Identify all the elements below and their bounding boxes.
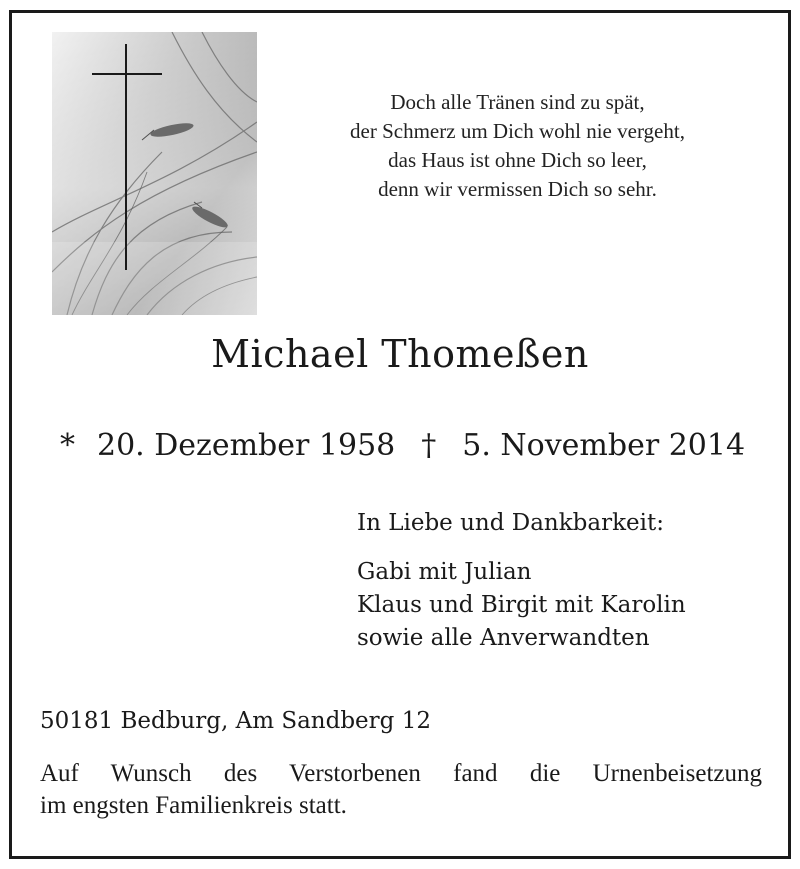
- burial-note: [40, 758, 762, 822]
- birth-date: 20. Dezember 1958: [97, 428, 396, 463]
- mourner-line: sowie alle Anverwandten: [357, 625, 650, 651]
- mourner-line: Gabi mit Julian: [357, 559, 532, 585]
- death-cross-symbol: †: [421, 428, 437, 463]
- mourners-block: [357, 510, 686, 655]
- poem-line: das Haus ist ohne Dich so leer,: [388, 148, 647, 172]
- poem-verse: [280, 88, 755, 204]
- poem-line: der Schmerz um Dich wohl nie vergeht,: [350, 119, 685, 143]
- cross-and-wheat-image: [52, 32, 257, 315]
- poem-line: denn wir vermissen Dich so sehr.: [378, 177, 657, 201]
- mourner-line: Klaus und Birgit mit Karolin: [357, 592, 686, 618]
- life-dates: [60, 428, 760, 463]
- deceased-name: Michael Thomeßen: [211, 332, 589, 376]
- family-address: 50181 Bedburg, Am Sandberg 12: [40, 708, 431, 734]
- poem-line: Doch alle Tränen sind zu spät,: [390, 90, 645, 114]
- birth-star-symbol: *: [60, 428, 75, 463]
- mourners-heading: In Liebe und Dankbarkeit:: [357, 510, 664, 536]
- burial-note-line: Auf Wunsch des Verstorbenen fand die Urnenbeisetzung: [40, 760, 762, 787]
- burial-note-line: im engsten Familienkreis statt.: [40, 792, 347, 819]
- death-date: 5. November 2014: [462, 428, 746, 463]
